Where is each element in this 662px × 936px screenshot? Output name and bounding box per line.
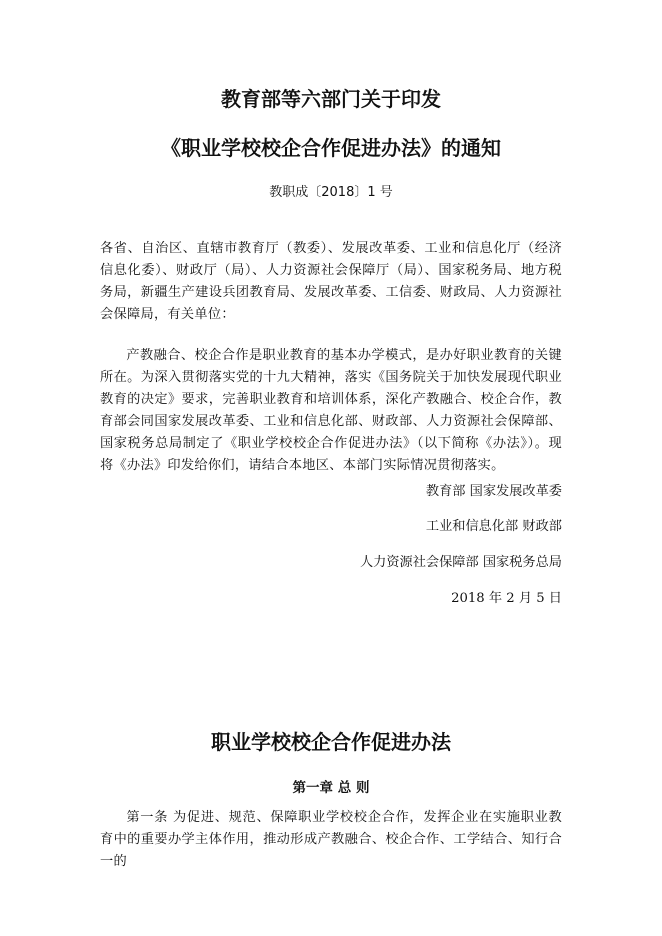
- notice-body-paragraph: 产教融合、校企合作是职业教育的基本办学模式，是办好职业教育的关键所在。为深入贯彻落实党的十九大精神，落实《国务院关于加快发展现代职业教育的决定》要求，完善职业教育和培训体系，深化产教融合、校企合作，教育部会同国家发展改革委、工业和信息化部、财政部、人力资源社会保障部、国家税务总局制定了《职业学校校企合作促进办法》（以下简称《办法》）。现将《办法》印发给你们，请结合本地区、本部门实际情况贯彻落实。: [100, 348, 562, 473]
- notice-title-line2: 《职业学校校企合作促进办法》的通知: [161, 136, 501, 160]
- signatory-line-1: 教育部 国家发展改革委: [425, 484, 562, 499]
- addressees-paragraph: 各省、自治区、直辖市教育厅（教委）、发展改革委、工业和信息化厅（经济信息化委）、财政厅（局）、人力资源社会保障厅（局）、国家税务局、地方税务局，新疆生产建设兵团教育局、发展改革委、工信委、财政局、人力资源社会保障局，有关单位：: [100, 241, 562, 322]
- regulation-title: 职业学校校企合作促进办法: [211, 730, 451, 754]
- article-1-paragraph: 第一条 为促进、规范、保障职业学校校企合作，发挥企业在实施职业教育中的重要办学主体作用，推动形成产教融合、校企合作、工学结合、知行合一的: [100, 810, 562, 869]
- issue-date: 2018 年 2 月 5 日: [451, 591, 562, 606]
- signatory-line-2: 工业和信息化部 财政部: [425, 519, 562, 534]
- chapter-heading: 第一章 总 则: [292, 780, 370, 796]
- notice-title-line1: 教育部等六部门关于印发: [221, 87, 441, 111]
- signatory-line-3: 人力资源社会保障部 国家税务总局: [359, 555, 562, 570]
- document-number: 教职成〔2018〕1 号: [269, 185, 393, 200]
